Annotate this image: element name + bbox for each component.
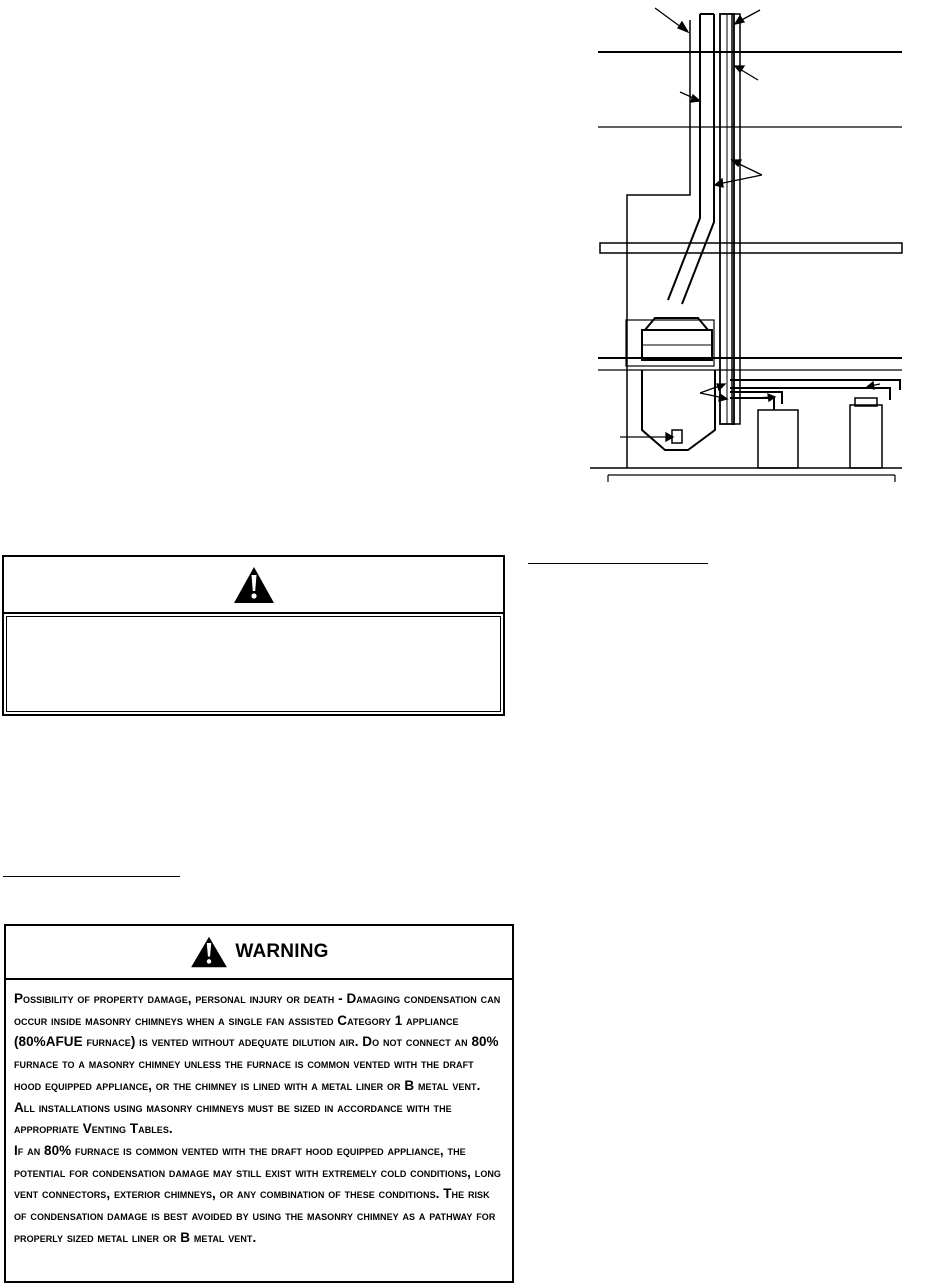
heading-underline [3, 876, 180, 877]
caution-header [4, 557, 503, 614]
warning-label: WARNING [235, 941, 329, 962]
warning-paragraph: Possibility of property damage, personal injury or death - Damaging condensation can occur inside masonry chimneys when a single fan assisted Category 1 appliance (80%AFUE furnace) is vented without adequate dilution air. Do not connect an 80% furnace to a masonry chimney unless the furnace is common vented with the draft hood equipped appliance, or the chimney is lined with a metal liner or B metal vent. All installations using masonry chimneys must be sized in accordance with the appropriate Venting Tables. [14, 991, 501, 1137]
venting-diagram [590, 0, 908, 510]
heading-underline [528, 563, 708, 564]
caution-box [2, 555, 505, 716]
warning-triangle-icon [232, 565, 276, 605]
warning-box [4, 924, 514, 1283]
warning-text [6, 980, 512, 1248]
warning-paragraph: If an 80% furnace is common vented with the draft hood equipped appliance, the potential for condensation damage may still exist with extremely cold conditions, long vent connectors, exterior chimneys, or any combination of these conditions. The risk of condensation damage is best avoided by using the masonry chimney as a pathway for properly sized metal liner or B metal vent. [14, 1142, 501, 1245]
warning-header [6, 926, 512, 980]
caution-body [6, 616, 501, 712]
warning-triangle-icon [189, 935, 229, 969]
